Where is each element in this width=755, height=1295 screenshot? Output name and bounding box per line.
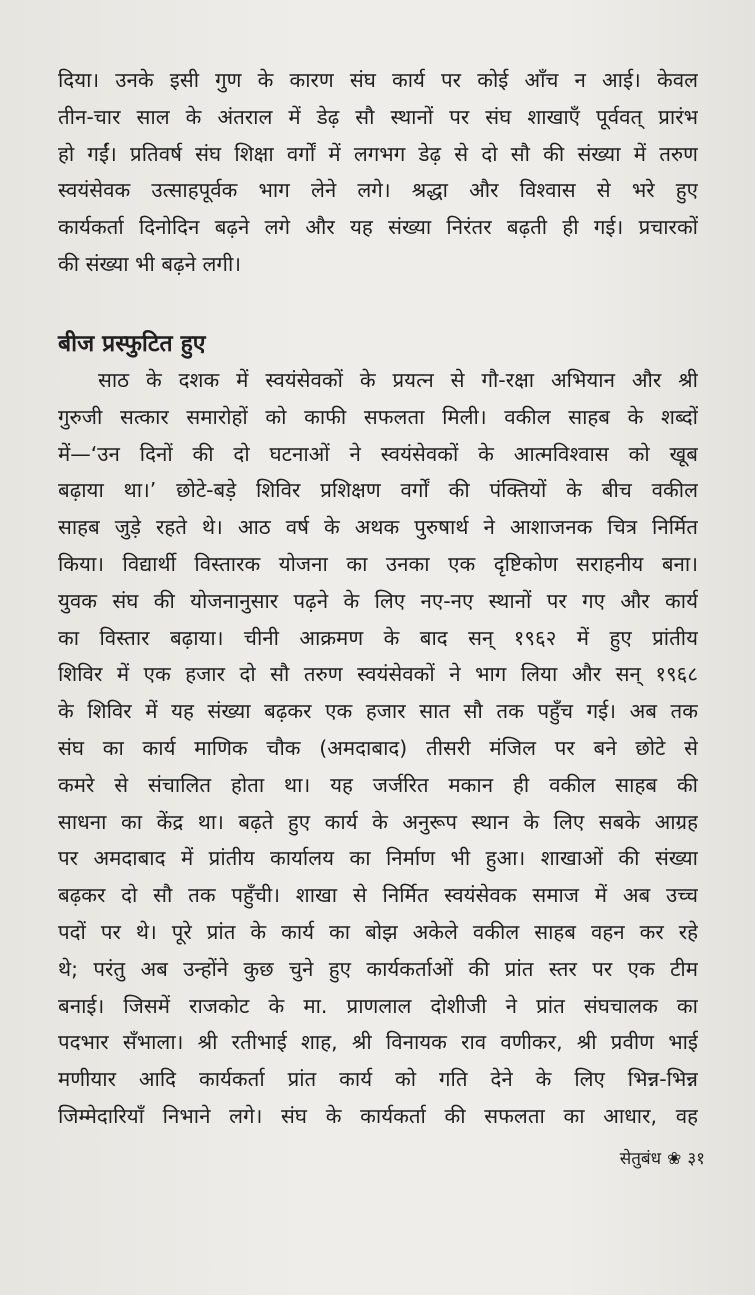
page-number: ३१ [687, 1149, 705, 1169]
text-line: हो गईं। प्रतिवर्ष संघ शिक्षा वर्गों में लगभग डेढ़ से दो सौ की संख्या में तरुण [58, 141, 698, 166]
paragraph-continued [58, 62, 698, 283]
text-line: तीन-चार साल के अंतराल में डेढ़ सौ स्थानों पर संघ शाखाएँ पूर्ववत् प्रारंभ [58, 104, 698, 129]
text-line: कमरे से संचालित होता था। यह जर्जरित मकान ही वकील साहब की [58, 772, 698, 797]
text-line: के शिविर में यह संख्या बढ़कर एक हजार सात सौ तक पहुँच गई। अब तक [58, 699, 698, 724]
text-line: कार्यकर्ता दिनोदिन बढ़ने लगे और यह संख्या निरंतर बढ़ती ही गई। प्रचारकों [58, 215, 698, 240]
section-heading: बीज प्रस्फुटित हुए [58, 331, 206, 357]
text-line: बनाई। जिसमें राजकोट के मा. प्राणलाल दोशीजी ने प्रांत संघचालक का [58, 993, 698, 1018]
text-line: बढ़कर दो सौ तक पहुँची। शाखा से निर्मित स्वयंसेवक समाज में अब उच्च [58, 883, 698, 908]
text-line: शिविर में एक हजार दो सौ तरुण स्वयंसेवकों ने भाग लिया और सन् १९६८ [58, 662, 698, 687]
text-line: पर अमदाबाद में प्रांतीय कार्यालय का निर्माण भी हुआ। शाखाओं की संख्या [58, 846, 698, 871]
text-line: जिम्मेदारियाँ निभाने लगे। संघ के कार्यकर्ता की सफलता का आधार, वह [58, 1103, 698, 1128]
text-line: साहब जुड़े रहते थे। आठ वर्ष के अथक पुरुषार्थ ने आशाजनक चित्र निर्मित [58, 515, 698, 540]
text-line: पदभार सँभाला। श्री रतीभाई शाह, श्री विनायक राव वणीकर, श्री प्रवीण भाई [58, 1030, 698, 1055]
text-line: किया। विद्यार्थी विस्तारक योजना का उनका एक दृष्टिकोण सराहनीय बना। [58, 551, 698, 576]
text-line: दिया। उनके इसी गुण के कारण संघ कार्य पर कोई आँच न आई। केवल [58, 68, 698, 92]
text-line: बढ़ाया था।’ छोटे-बड़े शिविर प्रशिक्षण वर्गों की पंक्तियों के बीच वकील [58, 478, 698, 503]
page-footer [620, 1147, 705, 1171]
text-line: पदों पर थे। पूरे प्रांत के कार्य का बोझ अकेले वकील साहब वहन कर रहे [58, 919, 698, 944]
text-line: में—‘उन दिनों की दो घटनाओं ने स्वयंसेवकों के आत्मविश्वास को खूब [58, 441, 698, 466]
paragraph-main [58, 362, 698, 1135]
text-line: का विस्तार बढ़ाया। चीनी आक्रमण के बाद सन् १९६२ में हुए प्रांतीय [58, 625, 698, 650]
text-line: गुरुजी सत्कार समारोहों को काफी सफलता मिली। वकील साहब के शब्दों [58, 404, 698, 429]
text-line: युवक संघ की योजनानुसार पढ़ने के लिए नए-नए स्थानों पर गए और कार्य [58, 588, 698, 613]
flower-ornament-icon: ❀ [667, 1149, 682, 1169]
text-line: मणीयार आदि कार्यकर्ता प्रांत कार्य को गति देने के लिए भिन्न-भिन्न [58, 1067, 698, 1092]
text-line: की संख्या भी बढ़ने लगी। [58, 251, 242, 276]
text-line: साठ के दशक में स्वयंसेवकों के प्रयत्न से गौ-रक्षा अभियान और श्री [98, 368, 698, 392]
text-line: स्वयंसेवक उत्साहपूर्वक भाग लेने लगे। श्रद्धा और विश्वास से भरे हुए [58, 178, 698, 203]
text-line: संघ का कार्य माणिक चौक (अमदाबाद) तीसरी मंजिल पर बने छोटे से [58, 735, 698, 760]
text-line: थे; परंतु अब उन्होंने कुछ चुने हुए कार्यकर्ताओं की प्रांत स्तर पर एक टीम [58, 956, 698, 981]
book-title: सेतुबंध [619, 1149, 662, 1169]
text-line: साधना का केंद्र था। बढ़ते हुए कार्य के अनुरूप स्थान के लिए सबके आग्रह [58, 809, 698, 834]
